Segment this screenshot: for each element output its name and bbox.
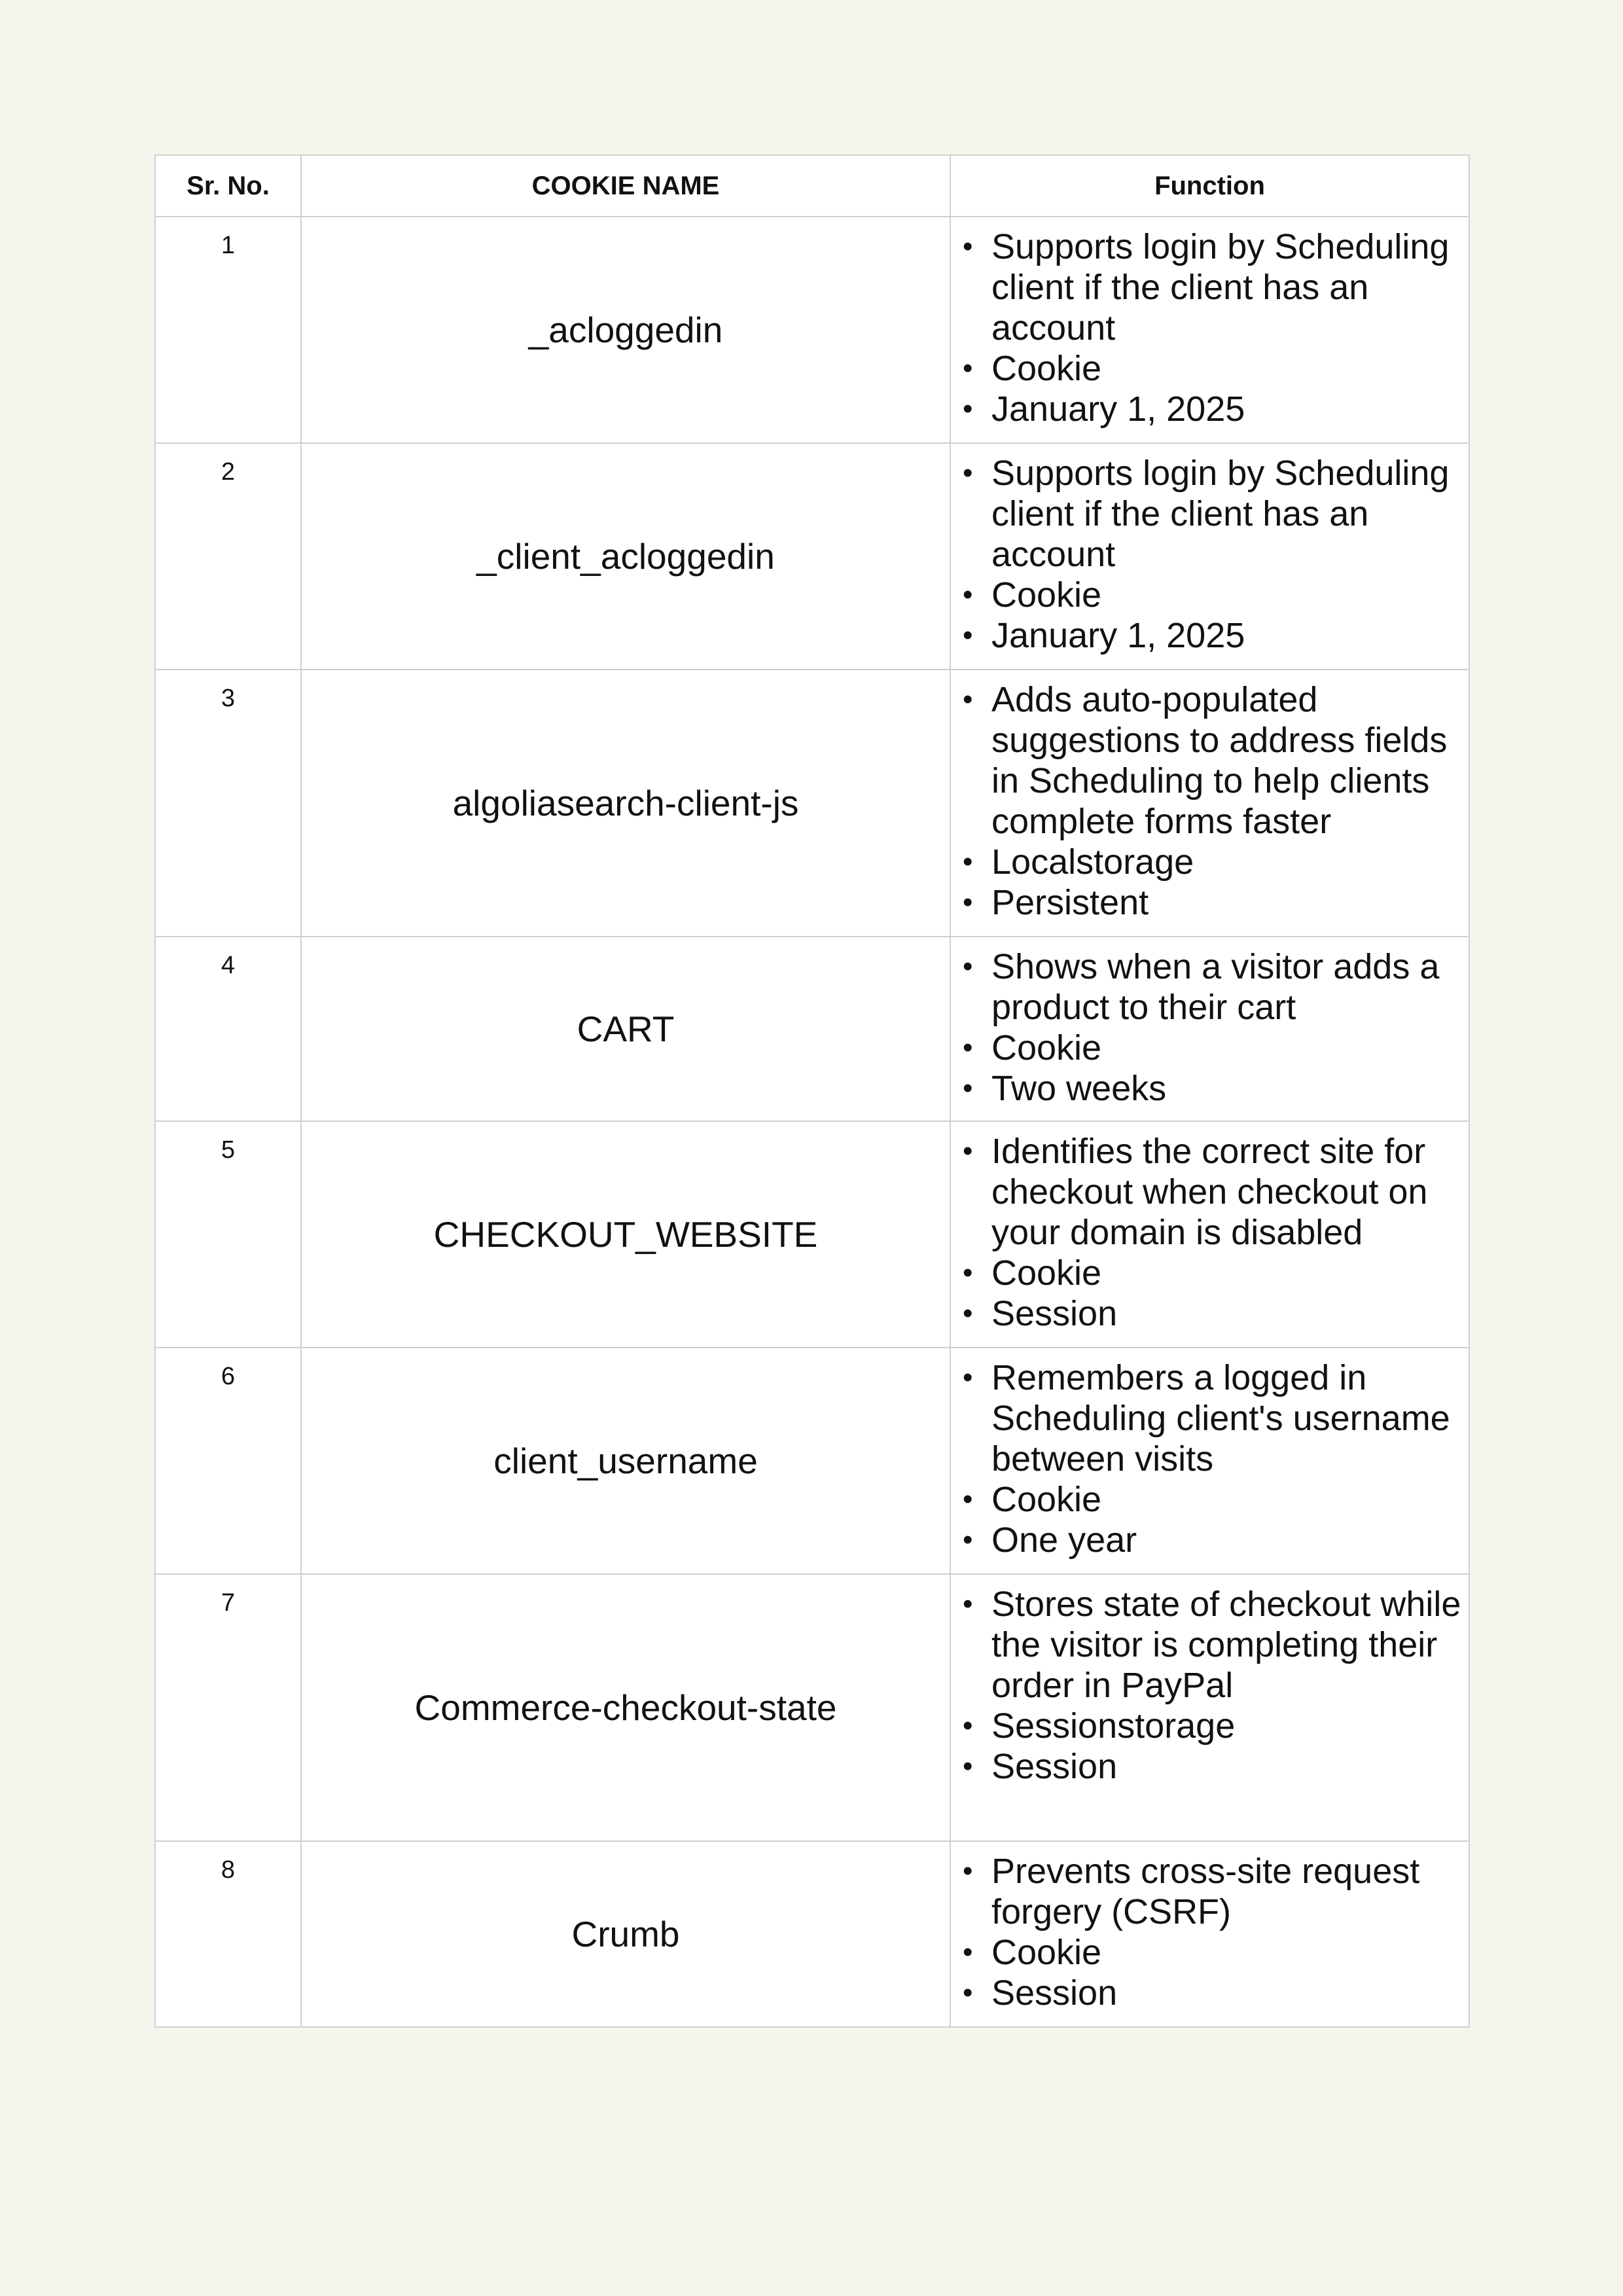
function-item: • Cookie: [961, 1253, 1462, 1293]
sr-no-cell: 4: [155, 937, 301, 1121]
function-cell: [950, 937, 1469, 1121]
cookie-name-cell: _client_acloggedin: [301, 443, 950, 670]
sr-no-cell: 1: [155, 217, 301, 443]
function-cell: [950, 443, 1469, 670]
function-item: • January 1, 2025: [961, 389, 1462, 429]
table-row: [155, 937, 1469, 1121]
table-row: [155, 1121, 1469, 1348]
function-item: • Adds auto-populated suggestions to address fields in Scheduling to help clients complete forms faster: [961, 679, 1462, 842]
table-row: [155, 1574, 1469, 1841]
table-row: [155, 443, 1469, 670]
function-list: [961, 679, 1462, 923]
cookie-name-cell: client_username: [301, 1348, 950, 1574]
function-item: • Stores state of checkout while the visitor is completing their order in PayPal: [961, 1584, 1462, 1706]
sr-no-cell: 5: [155, 1121, 301, 1348]
function-item: • Two weeks: [961, 1068, 1462, 1109]
cookie-name-cell: _acloggedin: [301, 217, 950, 443]
function-cell: [950, 217, 1469, 443]
table-row: [155, 1348, 1469, 1574]
sr-no-cell: 6: [155, 1348, 301, 1574]
cookie-name-cell: algoliasearch-client-js: [301, 670, 950, 937]
function-item: • Session: [961, 1973, 1462, 2013]
function-item: • Persistent: [961, 882, 1462, 923]
header-row: [155, 155, 1469, 217]
sr-no-cell: 8: [155, 1841, 301, 2027]
function-item: • Localstorage: [961, 842, 1462, 882]
function-item: • Session: [961, 1293, 1462, 1334]
function-item: • One year: [961, 1520, 1462, 1560]
sr-no-cell: 2: [155, 443, 301, 670]
function-item: • Prevents cross-site request forgery (CSRF): [961, 1851, 1462, 1932]
sr-no-cell: 3: [155, 670, 301, 937]
function-item: • Cookie: [961, 1479, 1462, 1520]
function-list: [961, 946, 1462, 1109]
function-item: • Cookie: [961, 1028, 1462, 1068]
function-cell: [950, 1121, 1469, 1348]
table-header: [155, 155, 1469, 217]
function-item: • Identifies the correct site for checkout when checkout on your domain is disabled: [961, 1131, 1462, 1253]
function-item: • Session: [961, 1746, 1462, 1787]
table-row: [155, 217, 1469, 443]
function-list: [961, 453, 1462, 656]
function-cell: [950, 1574, 1469, 1841]
function-cell: [950, 670, 1469, 937]
sr-no-cell: 7: [155, 1574, 301, 1841]
function-item: • Supports login by Scheduling client if the client has an account: [961, 453, 1462, 575]
function-item: • January 1, 2025: [961, 615, 1462, 656]
table-body: [155, 217, 1469, 2027]
cookie-name-cell: Commerce-checkout-state: [301, 1574, 950, 1841]
function-item: • Sessionstorage: [961, 1706, 1462, 1746]
function-list: [961, 1584, 1462, 1787]
function-list: [961, 1131, 1462, 1334]
cookie-table: [154, 154, 1470, 2028]
function-item: • Supports login by Scheduling client if the client has an account: [961, 226, 1462, 348]
function-item: • Cookie: [961, 575, 1462, 615]
cookie-name-cell: Crumb: [301, 1841, 950, 2027]
function-item: • Cookie: [961, 1932, 1462, 1973]
header-function: Function: [950, 155, 1469, 217]
function-item: • Remembers a logged in Scheduling client's username between visits: [961, 1357, 1462, 1479]
header-sr-no: Sr. No.: [155, 155, 301, 217]
function-list: [961, 1357, 1462, 1560]
function-list: [961, 226, 1462, 429]
function-cell: [950, 1348, 1469, 1574]
function-cell: [950, 1841, 1469, 2027]
function-item: • Shows when a visitor adds a product to their cart: [961, 946, 1462, 1028]
cookie-name-cell: CART: [301, 937, 950, 1121]
header-cookie-name: COOKIE NAME: [301, 155, 950, 217]
function-list: [961, 1851, 1462, 2013]
table-row: [155, 1841, 1469, 2027]
table-row: [155, 670, 1469, 937]
cookie-name-cell: CHECKOUT_WEBSITE: [301, 1121, 950, 1348]
function-item: • Cookie: [961, 348, 1462, 389]
